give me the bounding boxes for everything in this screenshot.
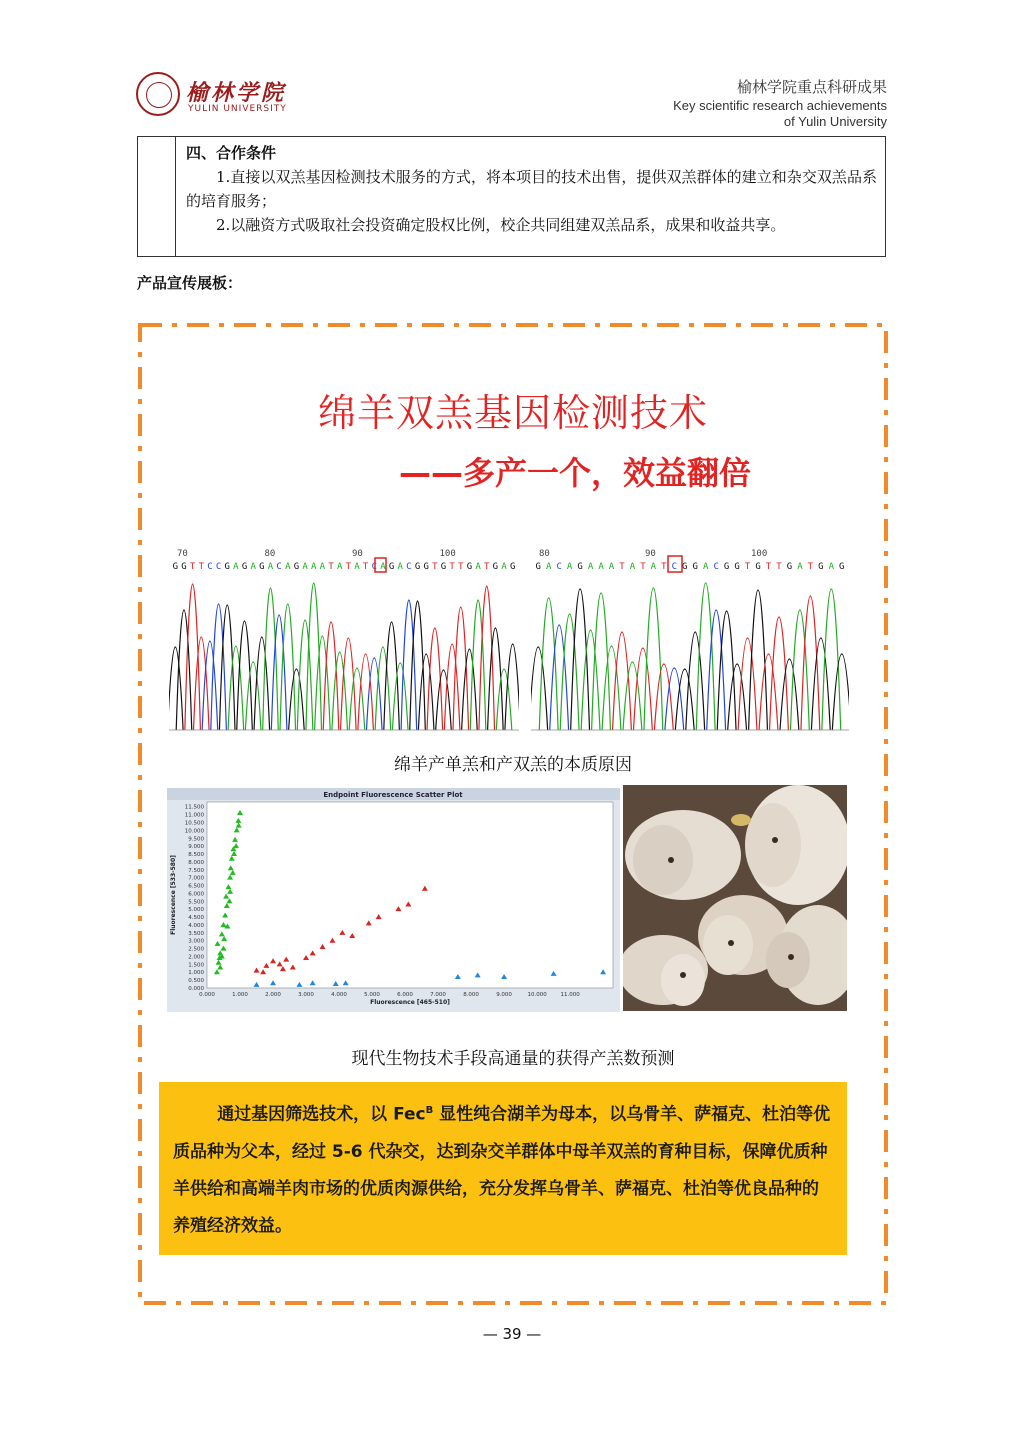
base-letter: A xyxy=(311,562,317,572)
peak-trace xyxy=(613,632,632,730)
y-tick-label: 3.500 xyxy=(188,930,204,937)
peak-trace xyxy=(444,644,460,730)
scatter-plot-panel xyxy=(167,788,620,1012)
x-tick-label: 0.000 xyxy=(199,992,215,998)
peak-trace xyxy=(644,588,663,730)
base-letter: A xyxy=(828,562,835,572)
peak-trace xyxy=(228,646,244,730)
base-letter: A xyxy=(397,562,403,572)
scatter-plot xyxy=(167,788,620,1012)
peak-trace xyxy=(453,607,469,730)
x-tick-label: 2.000 xyxy=(265,992,281,998)
y-tick-label: 7.500 xyxy=(188,867,204,874)
base-letter: G xyxy=(535,562,541,572)
header-title-block xyxy=(673,78,887,130)
peak-trace xyxy=(263,588,279,730)
y-tick-label: 6.000 xyxy=(188,891,204,898)
peak-trace xyxy=(479,586,495,730)
peak-trace xyxy=(271,615,287,730)
base-letter: T xyxy=(458,562,464,572)
info-box xyxy=(159,1082,847,1255)
base-letter: G xyxy=(181,562,187,572)
info-paragraph xyxy=(173,1092,833,1245)
base-letter: G xyxy=(293,562,300,572)
base-letter: G xyxy=(839,562,845,572)
page-number: — 39 — xyxy=(482,1325,542,1343)
base-letter: G xyxy=(259,562,265,572)
y-tick-label: 1.000 xyxy=(188,970,204,977)
seal-icon xyxy=(136,72,180,116)
y-tick-label: 0.500 xyxy=(188,978,204,985)
base-letter: T xyxy=(189,562,196,572)
poster-subtitle: ——多产一个，效益翻倍 xyxy=(399,454,752,492)
chromatogram-left xyxy=(169,548,519,734)
base-letter: A xyxy=(336,562,343,572)
base-letter: T xyxy=(362,562,369,572)
x-tick-label: 7.000 xyxy=(430,992,446,998)
board-label: 产品宣传展板： xyxy=(137,274,243,292)
peak-trace xyxy=(289,669,305,730)
base-letter: A xyxy=(566,562,573,572)
tick-label: 80 xyxy=(539,549,550,559)
peak-trace xyxy=(193,637,209,730)
peak-trace xyxy=(436,670,452,730)
base-letter: T xyxy=(619,562,625,572)
peak-trace xyxy=(759,654,778,730)
x-tick-label: 3.000 xyxy=(298,992,314,998)
base-letter: G xyxy=(224,562,230,572)
base-letter: A xyxy=(233,562,239,572)
x-tick-label: 9.000 xyxy=(496,992,512,998)
peak-trace xyxy=(822,589,841,730)
y-tick-label: 10.500 xyxy=(184,820,204,827)
base-letter: A xyxy=(267,562,274,572)
y-tick-label: 10.000 xyxy=(184,828,204,835)
base-letter: T xyxy=(765,562,772,572)
sheep-photo xyxy=(623,785,847,1011)
cooperation-item-1: 1.直接以双羔基因检测技术服务的方式，将本项目的技术出售，提供双羔群体的建立和杂交双羔品系的培育服务； xyxy=(186,168,877,210)
base-letter: T xyxy=(449,562,455,572)
peak-trace xyxy=(686,632,705,730)
y-tick-label: 2.000 xyxy=(188,954,204,961)
peak-trace xyxy=(496,669,512,730)
promo-board xyxy=(137,322,889,1306)
header-title-en-1: Key scientific research achievements xyxy=(673,98,887,113)
logo-chinese: 榆林学院 xyxy=(186,80,287,106)
base-letter: T xyxy=(484,562,490,572)
base-letter: A xyxy=(285,562,291,572)
base-letter: T xyxy=(345,562,352,572)
peak-trace xyxy=(790,610,809,730)
base-letter: A xyxy=(545,562,552,572)
base-letter: A xyxy=(608,562,615,572)
base-letter: G xyxy=(423,562,429,572)
x-axis-label: Fluorescence [465-510] xyxy=(370,999,450,1006)
peak-trace xyxy=(297,620,313,730)
peak-trace xyxy=(633,648,652,730)
peak-trace xyxy=(358,654,374,730)
y-tick-label: 4.000 xyxy=(188,922,204,929)
x-tick-label: 10.000 xyxy=(527,992,547,998)
y-tick-label: 4.500 xyxy=(188,915,204,922)
y-tick-label: 5.000 xyxy=(188,907,204,914)
base-letter: T xyxy=(661,562,667,572)
base-letter: T xyxy=(776,562,782,572)
base-letter: G xyxy=(682,562,688,572)
base-letter: A xyxy=(380,562,386,572)
base-letter: G xyxy=(492,562,499,572)
peak-trace xyxy=(280,604,296,730)
x-tick-label: 6.000 xyxy=(397,992,413,998)
peak-trace xyxy=(315,636,331,730)
peak-trace xyxy=(505,644,519,730)
base-letter: T xyxy=(432,562,438,572)
peak-trace xyxy=(602,646,621,730)
peak-trace xyxy=(749,590,768,730)
base-letter: T xyxy=(744,562,751,572)
cooperation-table xyxy=(137,136,886,257)
y-tick-label: 8.500 xyxy=(188,852,204,859)
x-tick-label: 4.000 xyxy=(331,992,347,998)
peak-trace xyxy=(654,664,673,730)
y-tick-label: 9.000 xyxy=(188,844,204,851)
tick-label: 80 xyxy=(264,549,276,559)
base-letter: A xyxy=(797,562,803,572)
peak-trace xyxy=(392,663,408,730)
base-letter: G xyxy=(414,562,421,572)
university-logo xyxy=(136,72,296,120)
peak-trace xyxy=(375,647,391,730)
y-tick-label: 11.000 xyxy=(184,812,204,819)
y-tick-label: 11.500 xyxy=(184,804,204,811)
x-tick-label: 8.000 xyxy=(463,992,479,998)
tick-label: 100 xyxy=(439,549,456,559)
info-text-pre: 通过基因筛选技术，以 Fec xyxy=(217,1104,426,1125)
logo-english: YULIN UNIVERSITY xyxy=(188,104,287,114)
base-letter: G xyxy=(723,562,730,572)
peak-trace xyxy=(623,662,642,730)
base-letter: A xyxy=(501,562,507,572)
info-text-post: 显性纯合湖羊为母本，以乌骨羊、萨福克、杜泊等优质品种为父本，经过 5-6 代杂交，达到杂交羊群体中母羊双羔的育种目标，保障优质种羊供给和高端羊肉市场的优质肉源供给，充分发挥乌骨羊、萨福克、杜泊等优良品种的养殖经济效益。 xyxy=(173,1104,831,1236)
peak-trace xyxy=(418,654,434,730)
y-tick-label: 6.500 xyxy=(188,883,204,890)
base-letter: A xyxy=(702,562,709,572)
base-letter: A xyxy=(629,562,636,572)
base-letter: G xyxy=(172,562,179,572)
base-letter: A xyxy=(587,562,594,572)
tick-label: 70 xyxy=(177,549,188,559)
tick-label: 100 xyxy=(751,549,768,559)
y-tick-label: 3.000 xyxy=(188,938,204,945)
cooperation-content xyxy=(186,141,877,237)
chromatogram-right-plot xyxy=(531,548,849,734)
base-letter: T xyxy=(328,562,334,572)
tick-label: 90 xyxy=(645,549,656,559)
base-letter: C xyxy=(406,562,412,572)
peak-trace xyxy=(176,610,192,730)
sheep-illustration xyxy=(623,785,847,1011)
y-tick-label: 5.500 xyxy=(188,899,204,906)
base-letter: C xyxy=(671,562,678,572)
y-tick-label: 8.000 xyxy=(188,859,204,866)
base-letter: C xyxy=(713,562,719,572)
base-letter: A xyxy=(250,562,256,572)
plot-title: Endpoint Fluorescence Scatter Plot xyxy=(323,791,463,799)
base-letter: A xyxy=(650,562,657,572)
peak-trace xyxy=(728,664,747,730)
y-tick-label: 0.000 xyxy=(188,986,204,992)
chromatogram-right xyxy=(531,548,849,734)
y-tick-label: 1.500 xyxy=(188,962,204,969)
x-tick-label: 5.000 xyxy=(364,992,380,998)
x-tick-label: 1.000 xyxy=(232,992,248,998)
base-letter: T xyxy=(807,562,814,572)
base-letter: G xyxy=(734,562,740,572)
base-letter: C xyxy=(215,562,222,572)
base-letter: G xyxy=(388,562,395,572)
base-letter: C xyxy=(276,562,282,572)
base-letter: T xyxy=(198,562,204,572)
caption-scatter: 现代生物技术手段高通量的获得产羔数预测 xyxy=(351,1049,675,1069)
base-letter: G xyxy=(440,562,447,572)
header-title-cn: 榆林学院重点科研成果 xyxy=(736,79,887,96)
peak-trace xyxy=(254,637,270,730)
base-letter: G xyxy=(755,562,761,572)
base-letter: A xyxy=(475,562,481,572)
poster-title: 绵羊双羔基因检测技术 xyxy=(317,391,708,435)
tick-label: 90 xyxy=(352,549,363,559)
base-letter: A xyxy=(598,562,604,572)
peak-trace xyxy=(738,638,757,730)
peak-trace xyxy=(560,614,579,730)
table-left-cell xyxy=(138,137,176,256)
base-letter: G xyxy=(466,562,473,572)
peak-trace xyxy=(332,652,348,730)
peak-trace xyxy=(571,589,590,730)
base-letter: A xyxy=(302,562,308,572)
plot-area xyxy=(207,802,613,988)
peak-trace xyxy=(462,649,478,730)
peak-trace xyxy=(811,638,830,730)
caption-chromatogram: 绵羊产单羔和产双羔的本质原因 xyxy=(394,755,632,775)
base-letter: C xyxy=(556,562,562,572)
chromatogram-left-plot xyxy=(169,548,519,734)
base-letter: G xyxy=(692,562,698,572)
base-letter: A xyxy=(354,562,360,572)
cooperation-heading: 四、合作条件 xyxy=(186,144,277,162)
base-letter: G xyxy=(577,562,583,572)
base-letter: A xyxy=(319,562,326,572)
peak-trace xyxy=(550,625,569,730)
peak-trace xyxy=(780,659,799,730)
base-letter: G xyxy=(818,562,824,572)
peak-trace xyxy=(470,600,486,730)
base-letter: G xyxy=(509,562,516,572)
header-title-en-2: of Yulin University xyxy=(783,114,887,129)
y-tick-label: 2.500 xyxy=(188,946,204,953)
base-letter: T xyxy=(640,562,646,572)
base-letter: C xyxy=(207,562,213,572)
peak-trace xyxy=(341,638,357,730)
base-letter: C xyxy=(371,562,377,572)
y-tick-label: 7.000 xyxy=(188,875,204,882)
cooperation-item-2: 2.以融资方式吸取社会投资确定股权比例，校企共同组建双羔品系，成果和收益共享。 xyxy=(216,216,786,234)
x-tick-label: 11.000 xyxy=(560,992,580,998)
peak-trace xyxy=(581,630,600,730)
peak-trace xyxy=(539,598,558,730)
base-letter: G xyxy=(786,562,793,572)
peak-trace xyxy=(323,622,339,730)
y-tick-label: 9.500 xyxy=(188,836,204,843)
base-letter: G xyxy=(241,562,248,572)
peak-trace xyxy=(245,662,261,730)
info-superscript: B xyxy=(425,1105,434,1116)
peak-trace xyxy=(801,596,820,730)
peak-trace xyxy=(349,668,365,730)
y-axis-label: Fluorescence [533-580] xyxy=(170,855,177,935)
peak-trace xyxy=(696,583,715,730)
